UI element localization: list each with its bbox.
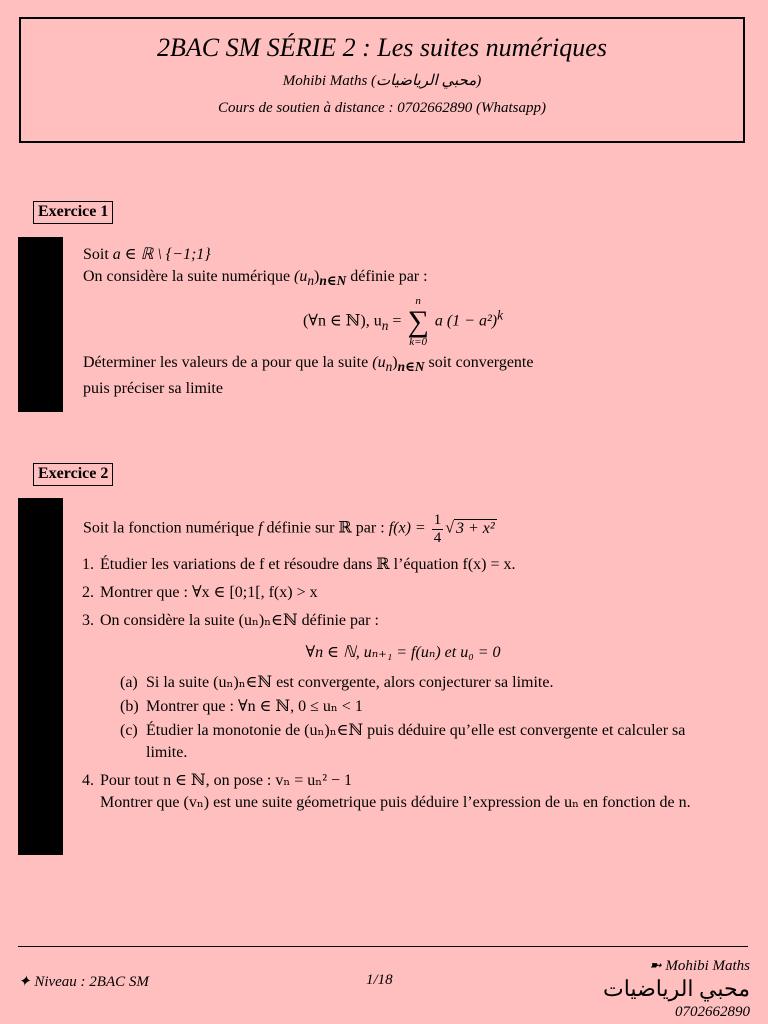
ex1-line2-index: n∈N (319, 273, 347, 289)
ex1-formula-sub: n (381, 318, 389, 334)
exercise-2-label: Exercice 2 (33, 463, 113, 486)
footer-divider (18, 946, 748, 947)
exercise-1-line-4: puis préciser sa limite (83, 380, 223, 398)
footer-phone: 0702662890 (675, 1004, 750, 1020)
sub-item-c (120, 720, 706, 764)
list-item (98, 770, 706, 814)
list-item (98, 610, 706, 764)
sqrt-sign: √ (445, 519, 454, 537)
fraction (432, 512, 444, 546)
page-number: 1/18 (366, 972, 393, 988)
ex1-formula-left: (∀n ∈ ℕ), u (302, 312, 382, 330)
ex1-line3-close: ) (392, 354, 398, 372)
exercise-1-line-1 (83, 244, 723, 266)
footer-brand-name: ➼ Mohibi Maths (649, 958, 750, 974)
sub-a-text: Si la suite (uₙ)ₙ∈ℕ est convergente, alors conjecturer sa limite. (146, 674, 554, 691)
exercise-1-formula (83, 296, 723, 348)
ex1-line3-index: n∈N (397, 359, 425, 375)
ex2-intro-fx: f(x) = (388, 519, 430, 537)
ex1-line1-math: a ∈ ℝ \ {−1;1} (112, 246, 211, 263)
ex1-formula-exp: k (497, 307, 504, 323)
sub-item-a (120, 672, 706, 694)
ex1-line3-math: (u (372, 354, 386, 372)
ex1-line2-sub: n (307, 273, 315, 289)
sub-item-b (120, 696, 706, 718)
ex1-line3-sub: n (385, 359, 393, 375)
sum-symbol (407, 296, 428, 348)
item-1-text: Étudier les variations de f et résoudre dans ℝ l’équation f(x) = x. (100, 556, 516, 573)
exercise-1-line-2 (83, 266, 723, 292)
page-title: 2BAC SM SÉRIE 2 : Les suites numériques (157, 33, 607, 62)
item-2-text: Montrer que : ∀x ∈ [0;1[, f(x) > x (100, 584, 318, 601)
exercise-1-content (83, 244, 723, 400)
ex1-line3-text: Déterminer les valeurs de a pour que la suite (83, 354, 373, 372)
header-box (19, 17, 745, 143)
ex1-formula-eq: = (388, 312, 406, 330)
item-3-formula: ∀n ∈ ℕ, uₙ₊₁ = f(uₙ) et u₀ = 0 (305, 644, 501, 661)
ex1-line1-text: Soit (83, 246, 113, 263)
sub-a-label: (a) (120, 674, 138, 691)
footer-level: ✦ Niveau : 2BAC SM (18, 974, 149, 990)
sub-list (100, 672, 706, 764)
item-4-line-1: 4. Pour tout n ∈ ℕ, on pose : vₙ = uₙ² − 1 (100, 772, 353, 789)
list-item (98, 582, 706, 604)
sub-c-text: Étudier la monotonie de (uₙ)ₙ∈ℕ puis déduire qu’elle est convergente et calculer sa limite. (146, 722, 686, 761)
ex1-line2-text: On considère la suite numérique (83, 268, 295, 285)
ex1-formula-right: a (1 − a²) (434, 312, 498, 330)
list-item (98, 554, 706, 576)
ex2-intro-f: f (258, 519, 263, 537)
sub-b-text: Montrer que : ∀n ∈ ℕ, 0 ≤ uₙ < 1 (146, 698, 363, 715)
author-line: Mohibi Maths (محبي الرياضيات) (282, 73, 482, 89)
item-3-text: On considère la suite (uₙ)ₙ∈ℕ définie par : (100, 612, 379, 629)
ex1-line2-math: (u (294, 268, 308, 285)
ex1-line2-suffix: définie par : (346, 268, 428, 285)
exercise-1-label: Exercice 1 (33, 201, 113, 224)
sum-sigma: ∑ (407, 305, 429, 339)
contact-line: Cours de soutien à distance : 0702662890 (Whatsapp) (218, 100, 546, 116)
exercise-2-sidebar (18, 498, 63, 855)
ex2-intro-mid: définie sur ℝ par : (262, 519, 389, 537)
fraction-denominator: 4 (433, 529, 442, 546)
sum-upper: n (415, 295, 421, 308)
footer-brand (603, 956, 750, 1022)
exercise-2-content (78, 512, 706, 820)
sub-b-label: (b) (120, 698, 139, 715)
exercise-1-line-3 (83, 352, 723, 378)
ex1-line2-close: ) (314, 268, 320, 285)
exercise-1-sidebar (18, 237, 63, 412)
sub-c-label: (c) (120, 722, 138, 739)
sum-lower: k=0 (409, 336, 428, 349)
fraction-numerator: 1 (433, 512, 442, 528)
ex2-intro-text: Soit la fonction numérique (83, 519, 259, 537)
exercise-2-intro (78, 512, 706, 546)
footer-brand-arabic: محبي الرياضيات (603, 976, 750, 1001)
item-4-line-2: Montrer que (vₙ) est une suite géometrique puis déduire l’expression de uₙ en fonction de n. (100, 794, 691, 811)
ex1-line3-suffix: soit convergente (424, 354, 534, 372)
sqrt-content: 3 + x² (455, 519, 495, 537)
exercise-2-list (78, 554, 706, 814)
